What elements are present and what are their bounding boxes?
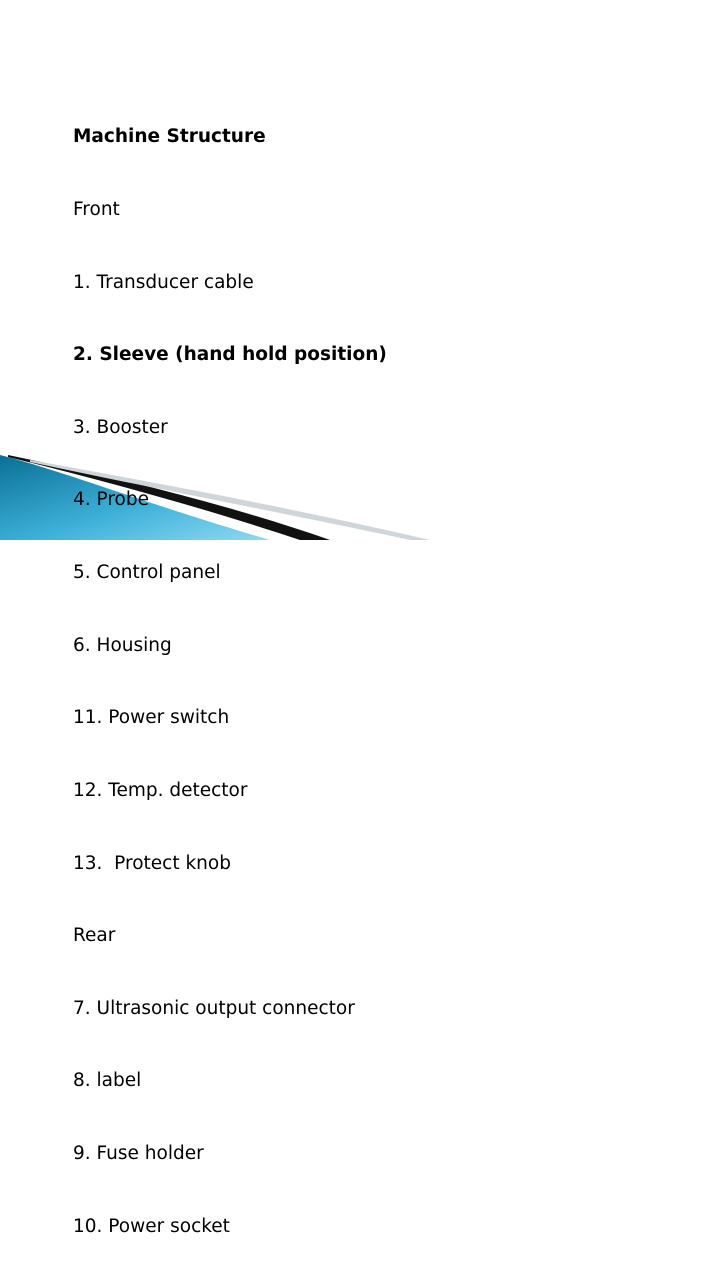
heading-machine-structure: Machine Structure — [73, 126, 266, 148]
list-item: 9. Fuse holder — [73, 1142, 204, 1164]
structure-text-list — [73, 77, 387, 1287]
list-item: 10. Power socket — [73, 1215, 230, 1237]
list-item: 1. Transducer cable — [73, 271, 254, 293]
list-item: 8. label — [73, 1070, 142, 1092]
list-item: 12. Temp. detector — [73, 779, 248, 801]
list-item: 3. Booster — [73, 416, 168, 438]
list-item: 5. Control panel — [73, 562, 221, 584]
section-label-front: Front — [73, 199, 120, 221]
list-item-highlighted: 2. Sleeve (hand hold position) — [73, 344, 387, 366]
list-item: 13. Protect knob — [73, 852, 231, 874]
section-label-rear: Rear — [73, 925, 116, 947]
list-item: 6. Housing — [73, 634, 172, 656]
list-item: 11. Power switch — [73, 707, 230, 729]
list-item: 7. Ultrasonic output connector — [73, 997, 355, 1019]
list-item: 4. Probe — [73, 489, 150, 511]
